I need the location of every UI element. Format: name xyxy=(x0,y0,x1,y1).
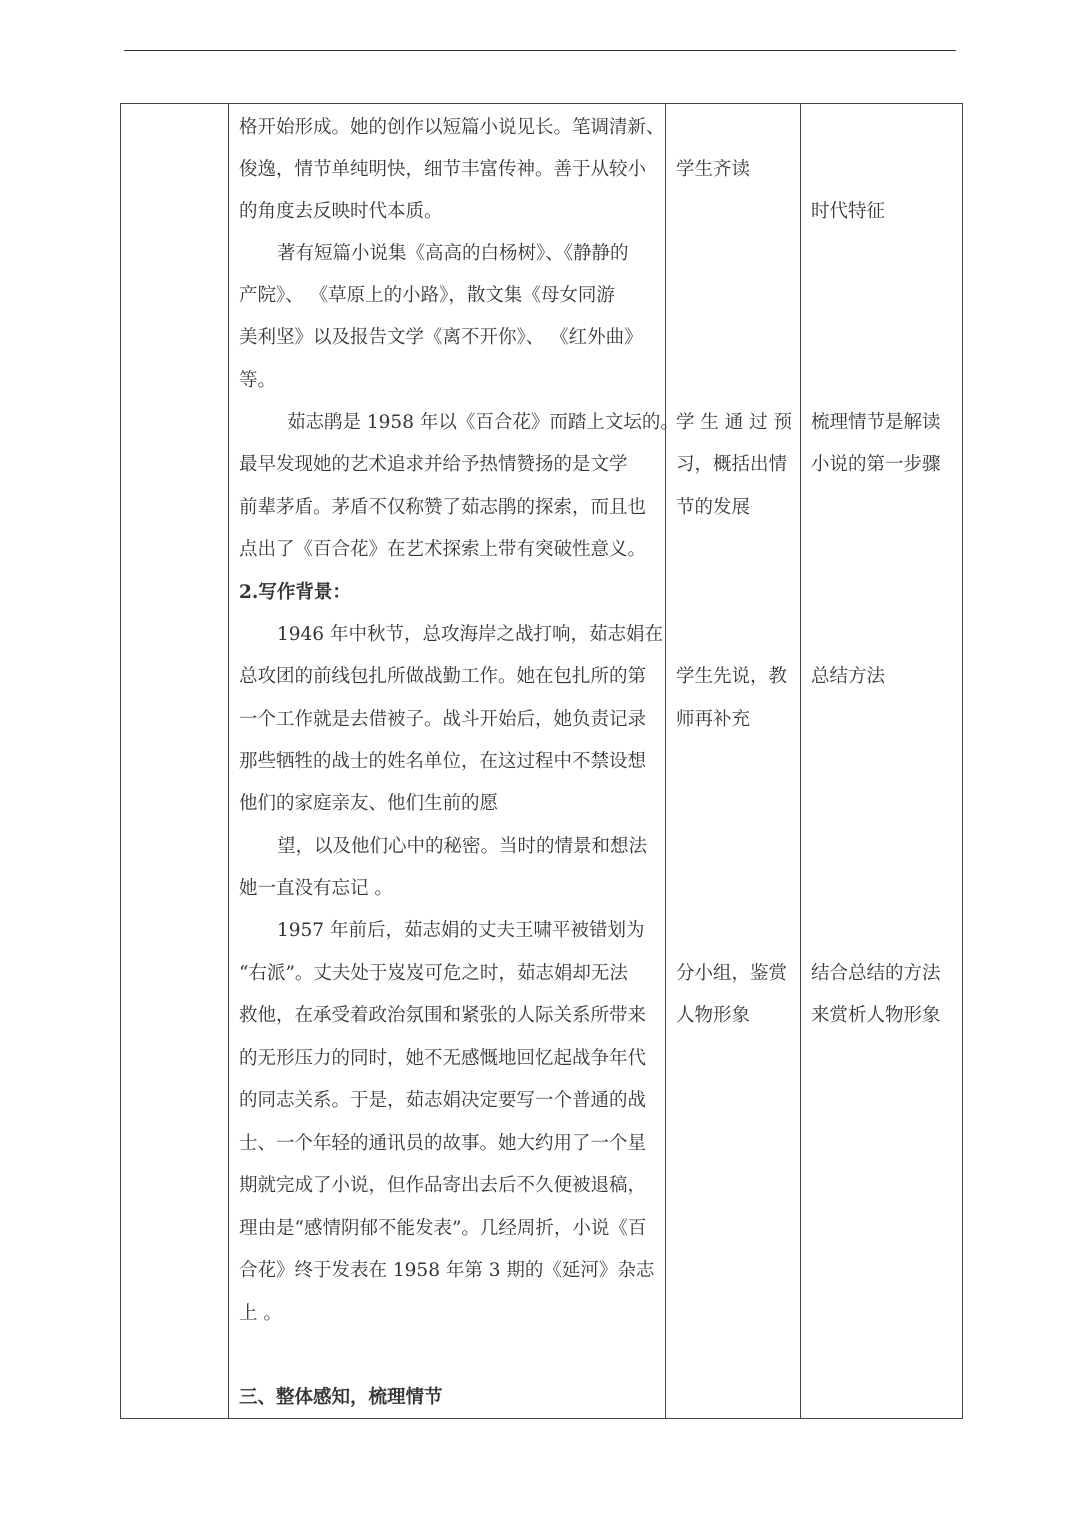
student-activity-line: 师再补充 xyxy=(676,709,751,730)
lesson-table xyxy=(120,103,963,1419)
content-line: 的同志关系。于是，茹志娟决定要写一个普通的战 xyxy=(239,1090,647,1111)
content-line: 格开始形成。她的创作以短篇小说见长。笔调清新、 xyxy=(239,117,665,138)
student-activity-line: 节的发展 xyxy=(676,497,751,518)
content-line: 的角度去反映时代本质。 xyxy=(239,201,443,222)
content-line: 的无形压力的同时，她不无感慨地回忆起战争年代 xyxy=(239,1048,647,1069)
content-line: 一个工作就是去借被子。战斗开始后，她负责记录 xyxy=(239,709,647,730)
student-activity-line: 学 生 通 过 预 xyxy=(676,412,793,433)
design-intent-line: 时代特征 xyxy=(811,201,886,222)
content-line: 他们的家庭亲友、他们生前的愿 xyxy=(239,793,499,814)
content-line: 期就完成了小说，但作品寄出去后不久便被退稿， xyxy=(239,1175,647,1196)
content-line: 总攻团的前线包扎所做战勤工作。她在包扎所的第 xyxy=(239,666,647,687)
student-activity-line: 习，概括出情 xyxy=(676,454,788,475)
column-divider-1 xyxy=(228,104,229,1418)
content-line: 俊逸，情节单纯明快，细节丰富传神。善于从较小 xyxy=(239,159,647,180)
student-activity-line: 人物形象 xyxy=(676,1005,751,1026)
content-line: 等。 xyxy=(239,370,277,391)
content-line: “右派”。丈夫处于岌岌可危之时，茹志娟却无法 xyxy=(239,963,628,984)
column-divider-2 xyxy=(665,104,666,1418)
content-line: 最早发现她的艺术追求并给予热情赞扬的是文学 xyxy=(239,454,628,475)
design-intent-line: 来赏析人物形象 xyxy=(811,1005,941,1026)
design-intent-line: 总结方法 xyxy=(811,666,886,687)
content-line: 美利坚》以及报告文学《离不开你》、 《红外曲》 xyxy=(239,327,643,348)
content-line: 那些牺牲的战士的姓名单位，在这过程中不禁设想 xyxy=(239,751,647,772)
column-divider-3 xyxy=(800,104,801,1418)
content-line: 上 。 xyxy=(239,1303,282,1324)
content-line: 合花》终于发表在 1958 年第 3 期的《延河》杂志 xyxy=(239,1260,655,1281)
section-heading: 2.写作背景： xyxy=(239,582,351,603)
content-line: 她一直没有忘记 。 xyxy=(239,878,393,899)
design-intent-line: 梳理情节是解读 xyxy=(811,412,941,433)
content-line: 1957 年前后，茹志娟的丈夫王啸平被错划为 xyxy=(277,920,645,941)
content-line: 点出了《百合花》在艺术探索上带有突破性意义。 xyxy=(239,539,647,560)
content-line: 产院》、 《草原上的小路》，散文集《母女同游 xyxy=(239,285,615,306)
content-line: 1946 年中秋节，总攻海岸之战打响，茹志娟在 xyxy=(277,624,663,645)
content-line: 救他，在承受着政治氛围和紧张的人际关系所带来 xyxy=(239,1005,647,1026)
header-rule xyxy=(124,50,956,51)
content-line: 前辈茅盾。茅盾不仅称赞了茹志鹃的探索，而且也 xyxy=(239,497,647,518)
section-heading: 三、整体感知，梳理情节 xyxy=(239,1387,443,1408)
content-line: 理由是“感情阴郁不能发表”。几经周折，小说《百 xyxy=(239,1218,647,1239)
content-line: 望，以及他们心中的秘密。当时的情景和想法 xyxy=(277,836,648,857)
content-line: 茹志鹃是 1958 年以《百合花》而踏上文坛的。 xyxy=(287,412,679,433)
design-intent-line: 小说的第一步骤 xyxy=(811,454,941,475)
design-intent-line: 结合总结的方法 xyxy=(811,963,941,984)
student-activity-line: 学生先说，教 xyxy=(676,666,788,687)
student-activity-line: 学生齐读 xyxy=(676,159,751,180)
content-line: 著有短篇小说集《高高的白杨树》、《静静的 xyxy=(277,243,629,264)
content-line: 士、一个年轻的通讯员的故事。她大约用了一个星 xyxy=(239,1133,647,1154)
student-activity-line: 分小组，鉴赏 xyxy=(676,963,788,984)
